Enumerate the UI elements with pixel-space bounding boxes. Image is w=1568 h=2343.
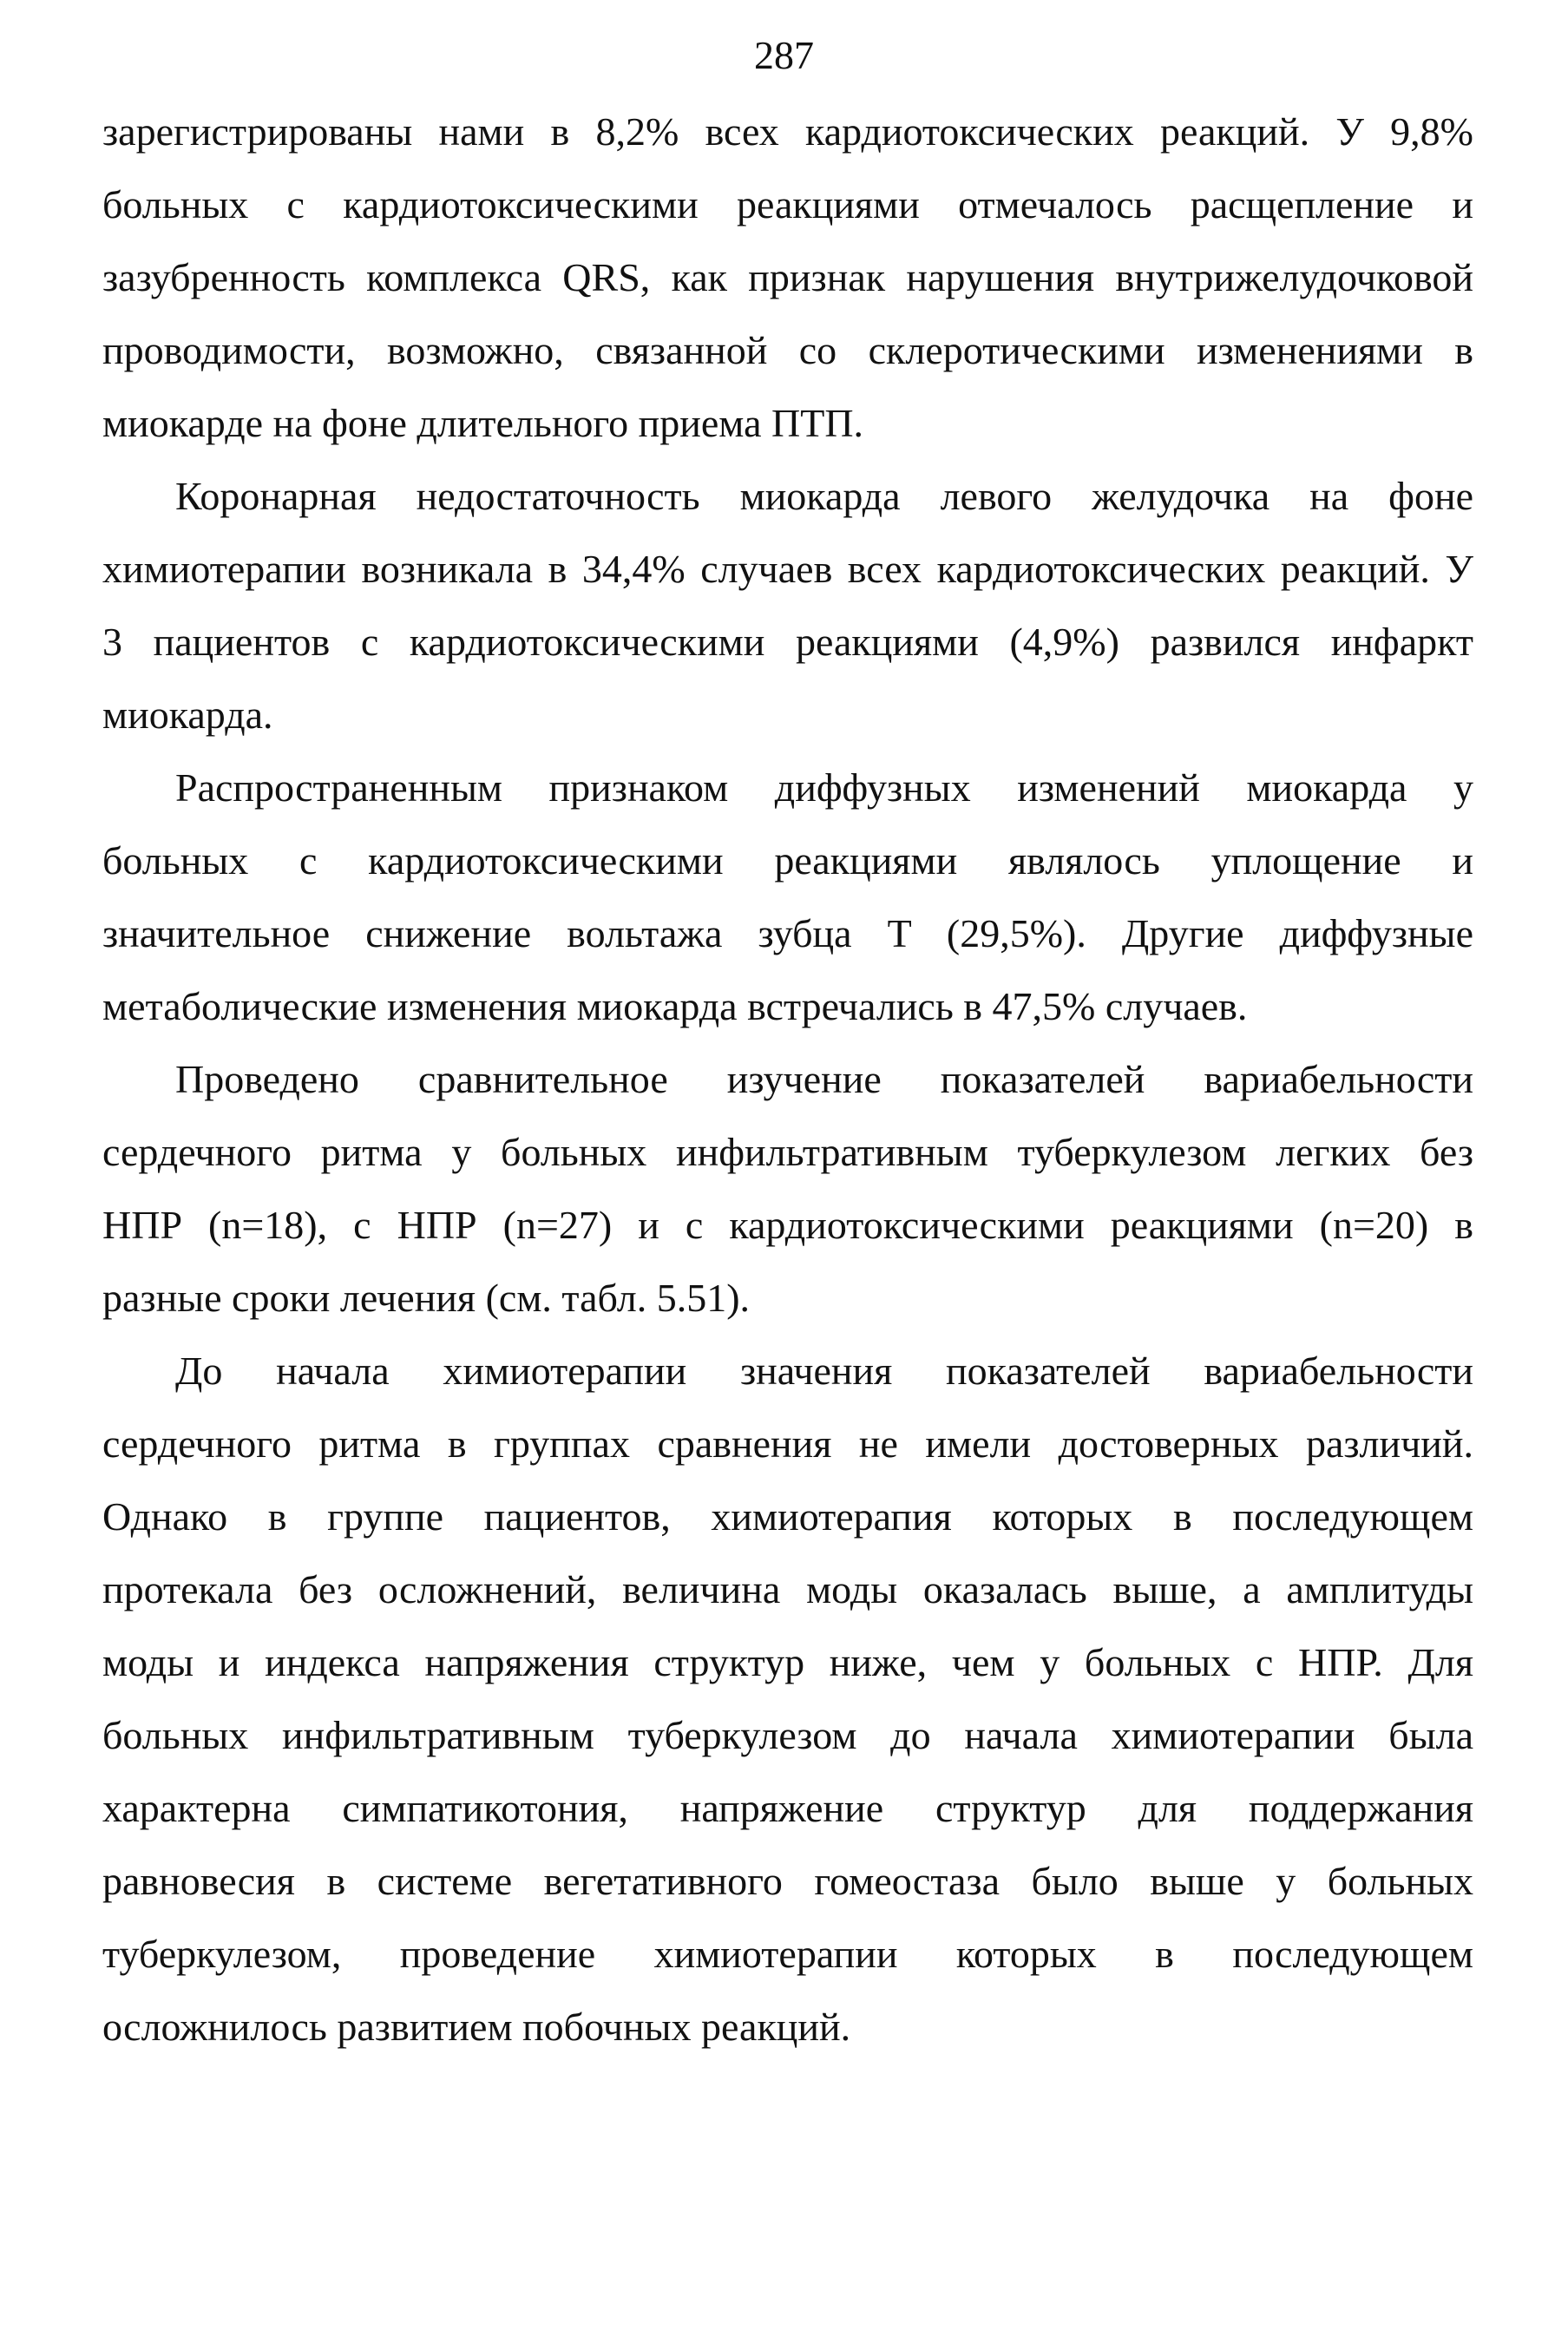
text-line: больных с кардиотоксическими реакциями являлось уплощение и (102, 838, 1473, 883)
text-line: зарегистрированы нами в 8,2% всех кардиотоксических реакций. У 9,8% (102, 109, 1473, 154)
page-number: 287 (754, 33, 814, 77)
paragraph-5 (102, 1335, 1473, 2064)
paragraph-3 (102, 751, 1473, 1043)
text-line: До начала химиотерапии значения показателей вариабельности (175, 1349, 1473, 1393)
text-line: равновесия в системе вегетативного гомеостаза было выше у больных (102, 1859, 1473, 1903)
body-text (102, 95, 1473, 2064)
text-line: химиотерапии возникала в 34,4% случаев всех кардиотоксических реакций. У (102, 547, 1473, 591)
text-line: моды и индекса напряжения структур ниже, чем у больных с НПР. Для (102, 1640, 1473, 1684)
text-line: НПР (n=18), с НПР (n=27) и с кардиотоксическими реакциями (n=20) в (102, 1203, 1473, 1247)
text-line: 3 пациентов с кардиотоксическими реакциями (4,9%) развился инфаркт (102, 620, 1473, 664)
text-line: характерна симпатикотония, напряжение структур для поддержания (102, 1786, 1473, 1830)
text-line: Коронарная недостаточность миокарда левого желудочка на фоне (175, 474, 1473, 518)
text-line: значительное снижение вольтажа зубца T (29,5%). Другие диффузные (102, 911, 1473, 955)
text-line: осложнилось развитием побочных реакций. (102, 2005, 851, 2049)
text-line: зазубренность комплекса QRS, как признак нарушения внутрижелудочковой (102, 255, 1473, 299)
text-line: проводимости, возможно, связанной со склеротическими изменениями в (102, 328, 1473, 372)
text-line: Распространенным признаком диффузных изменений миокарда у (175, 765, 1473, 810)
text-line: миокарде на фоне длительного приема ПТП. (102, 401, 864, 445)
text-line: сердечного ритма в группах сравнения не имели достоверных различий. (102, 1421, 1473, 1466)
text-line: метаболические изменения миокарда встречались в 47,5% случаев. (102, 984, 1248, 1028)
text-line: сердечного ритма у больных инфильтративным туберкулезом легких без (102, 1130, 1473, 1174)
text-line: миокарда. (102, 692, 273, 737)
paragraph-1 (102, 95, 1473, 460)
paragraph-4 (102, 1043, 1473, 1335)
text-line: больных инфильтративным туберкулезом до начала химиотерапии была (102, 1713, 1473, 1757)
paragraph-2 (102, 460, 1473, 751)
text-line: туберкулезом, проведение химиотерапии которых в последующем (102, 1932, 1473, 1976)
text-line: больных с кардиотоксическими реакциями отмечалось расщепление и (102, 182, 1473, 226)
text-line: протекала без осложнений, величина моды оказалась выше, а амплитуды (102, 1567, 1473, 1611)
text-line: Проведено сравнительное изучение показателей вариабельности (175, 1057, 1473, 1101)
text-line: Однако в группе пациентов, химиотерапия которых в последующем (102, 1494, 1473, 1539)
text-line: разные сроки лечения (см. табл. 5.51). (102, 1276, 751, 1320)
